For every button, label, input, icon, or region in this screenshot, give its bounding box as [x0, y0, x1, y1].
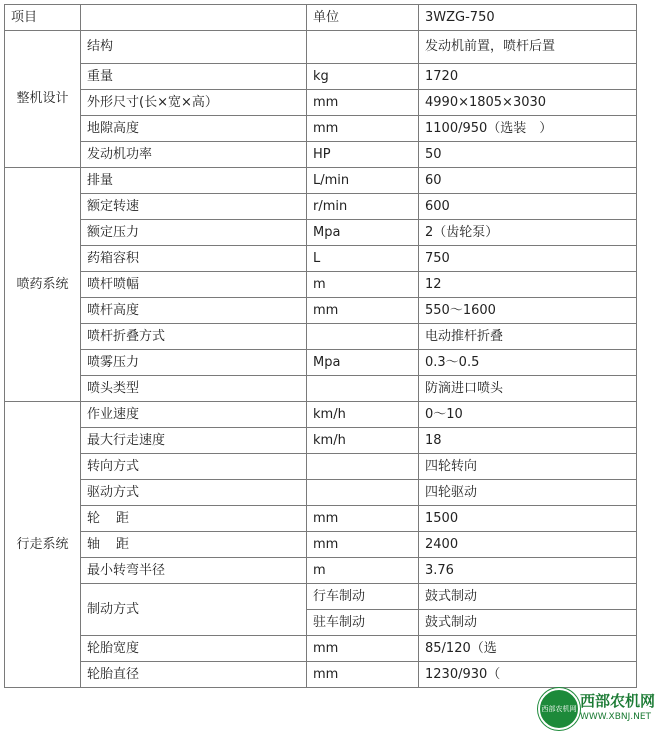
spec-value: 0～10	[419, 402, 637, 428]
spec-unit	[307, 454, 419, 480]
table-row	[5, 584, 637, 610]
spec-value: 0.3～0.5	[419, 350, 637, 376]
table-row	[5, 376, 637, 402]
table-row	[5, 402, 637, 428]
spec-value: 85/120（选	[419, 636, 637, 662]
table-row	[5, 506, 637, 532]
spec-unit: km/h	[307, 428, 419, 454]
table-row	[5, 298, 637, 324]
spec-value: 四轮驱动	[419, 480, 637, 506]
spec-value: 四轮转向	[419, 454, 637, 480]
spec-unit: Mpa	[307, 220, 419, 246]
spec-value: 防滴进口喷头	[419, 376, 637, 402]
table-row	[5, 428, 637, 454]
spec-name: 最小转弯半径	[81, 558, 307, 584]
spec-value: 600	[419, 194, 637, 220]
spec-value: 550～1600	[419, 298, 637, 324]
spec-unit: L/min	[307, 168, 419, 194]
table-row	[5, 636, 637, 662]
table-row	[5, 454, 637, 480]
table-row	[5, 64, 637, 90]
spec-unit: mm	[307, 532, 419, 558]
table-row	[5, 168, 637, 194]
spec-value: 4990×1805×3030	[419, 90, 637, 116]
spec-name: 外形尺寸(长×宽×高）	[81, 90, 307, 116]
spec-unit: mm	[307, 298, 419, 324]
spec-unit: 行车制动	[307, 584, 419, 610]
spec-name: 作业速度	[81, 402, 307, 428]
spec-value: 鼓式制动	[419, 584, 637, 610]
spec-name: 轮距	[81, 506, 307, 532]
section-title-spray: 喷药系统	[5, 168, 81, 402]
section-title-machine: 整机设计	[5, 31, 81, 168]
spec-name: 药箱容积	[81, 246, 307, 272]
header-row	[5, 5, 637, 31]
spec-name: 喷头类型	[81, 376, 307, 402]
spec-name: 喷雾压力	[81, 350, 307, 376]
spec-unit: kg	[307, 64, 419, 90]
spec-unit: mm	[307, 90, 419, 116]
watermark-name: 西部农机网	[580, 692, 655, 710]
table-row	[5, 194, 637, 220]
table-row	[5, 480, 637, 506]
spec-value: 鼓式制动	[419, 610, 637, 636]
spec-unit: Mpa	[307, 350, 419, 376]
spec-name: 转向方式	[81, 454, 307, 480]
table-row	[5, 31, 637, 64]
spec-unit: r/min	[307, 194, 419, 220]
spec-value: 1720	[419, 64, 637, 90]
watermark-url: WWW.XBNJ.NET	[580, 712, 652, 722]
spec-name: 最大行走速度	[81, 428, 307, 454]
header-unit: 单位	[307, 5, 419, 31]
spec-name: 额定转速	[81, 194, 307, 220]
header-item: 项目	[5, 5, 81, 31]
spec-name: 额定压力	[81, 220, 307, 246]
table-row	[5, 90, 637, 116]
spec-name: 喷杆高度	[81, 298, 307, 324]
spec-name: 轮胎宽度	[81, 636, 307, 662]
spec-value: 60	[419, 168, 637, 194]
spec-name: 驱动方式	[81, 480, 307, 506]
table-row	[5, 324, 637, 350]
spec-name: 轮胎直径	[81, 662, 307, 688]
spec-unit: mm	[307, 636, 419, 662]
spec-value: 12	[419, 272, 637, 298]
spec-unit: HP	[307, 142, 419, 168]
spec-name: 地隙高度	[81, 116, 307, 142]
table-row	[5, 350, 637, 376]
spec-value: 2（齿轮泵）	[419, 220, 637, 246]
spec-unit: 驻车制动	[307, 610, 419, 636]
spec-unit: mm	[307, 506, 419, 532]
spec-unit: m	[307, 272, 419, 298]
table-row	[5, 142, 637, 168]
header-empty	[81, 5, 307, 31]
spec-unit: mm	[307, 116, 419, 142]
spec-name: 排量	[81, 168, 307, 194]
spec-unit: mm	[307, 662, 419, 688]
spec-name: 喷杆喷幅	[81, 272, 307, 298]
table-row	[5, 532, 637, 558]
spec-name: 重量	[81, 64, 307, 90]
spec-name: 发动机功率	[81, 142, 307, 168]
spec-value: 750	[419, 246, 637, 272]
spec-name: 轴距	[81, 532, 307, 558]
spec-unit: L	[307, 246, 419, 272]
spec-unit	[307, 31, 419, 64]
spec-value: 1100/950（选装 ）	[419, 116, 637, 142]
spec-value: 1500	[419, 506, 637, 532]
spec-value: 18	[419, 428, 637, 454]
header-model: 3WZG-750	[419, 5, 637, 31]
spec-value: 1230/930（	[419, 662, 637, 688]
section-title-travel: 行走系统	[5, 402, 81, 688]
table-row	[5, 246, 637, 272]
spec-unit: m	[307, 558, 419, 584]
spec-unit: km/h	[307, 402, 419, 428]
spec-value: 电动推杆折叠	[419, 324, 637, 350]
table-row	[5, 220, 637, 246]
watermark-logo-icon: 西部农机网	[538, 688, 580, 730]
table-row	[5, 558, 637, 584]
table-row	[5, 116, 637, 142]
spec-value: 发动机前置，喷杆后置	[419, 31, 637, 64]
spec-value: 2400	[419, 532, 637, 558]
spec-unit	[307, 480, 419, 506]
table-row	[5, 272, 637, 298]
spec-unit	[307, 376, 419, 402]
spec-unit	[307, 324, 419, 350]
watermark	[538, 682, 655, 736]
spec-value: 50	[419, 142, 637, 168]
spec-name: 制动方式	[81, 584, 307, 636]
spec-name: 喷杆折叠方式	[81, 324, 307, 350]
spec-name: 结构	[81, 31, 307, 64]
spec-table	[4, 4, 637, 688]
spec-value: 3.76	[419, 558, 637, 584]
